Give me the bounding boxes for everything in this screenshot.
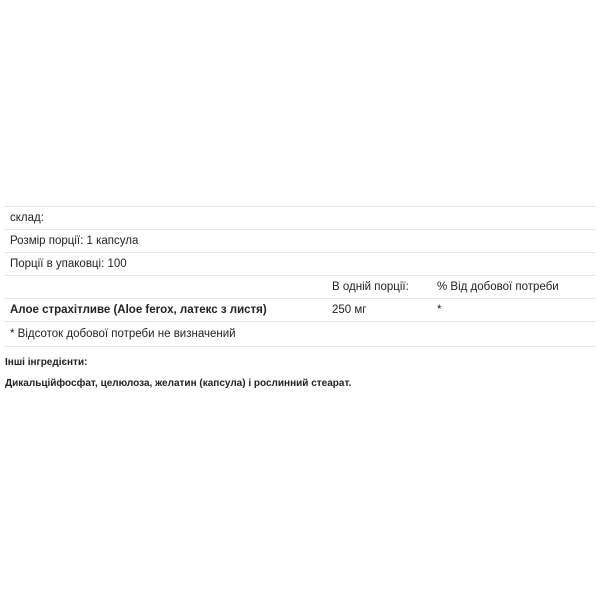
per-serving-header: В одній порції:: [332, 281, 409, 293]
daily-value-header: % Від добової потреби: [437, 281, 559, 293]
serving-size: Розмір порції: 1 капсула: [10, 235, 139, 247]
serving-size-row: [4, 229, 596, 252]
other-ingredients-text: Дикальційфосфат, целюлоза, желатин (капсула) і рослинний стеарат.: [5, 378, 352, 389]
facts-title-row: [4, 206, 596, 229]
servings-per-container-row: [4, 252, 596, 275]
footnote: * Відсоток добової потреби не визначений: [10, 328, 236, 340]
ingredient-amount: 250 мг: [332, 304, 367, 316]
footnote-row: [4, 321, 596, 347]
ingredient-name: Алое страхітливе (Aloe ferox, латекс з листя): [10, 304, 267, 316]
facts-title: склад:: [10, 212, 44, 224]
ingredient-daily-value: *: [437, 304, 442, 316]
ingredient-row: [4, 298, 596, 321]
column-header-row: [4, 275, 596, 298]
supplement-facts-table: [4, 206, 596, 347]
servings-per-container: Порції в упаковці: 100: [10, 258, 127, 270]
other-ingredients-title: Інші інгредієнти:: [5, 357, 88, 368]
